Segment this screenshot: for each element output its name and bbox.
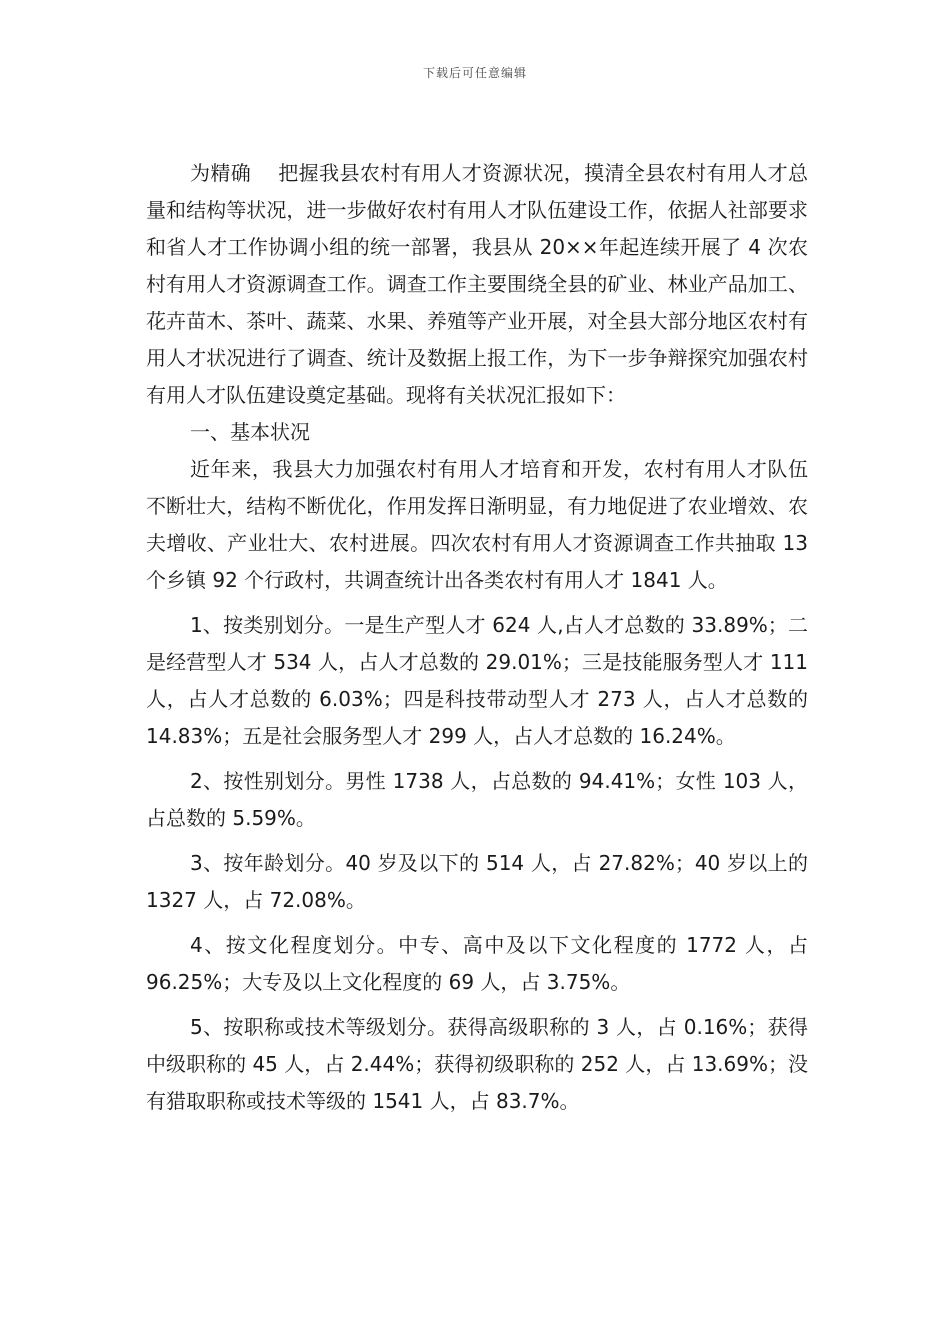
item-by-title: 5、按职称或技术等级划分。获得高级职称的 3 人，占 0.16%；获得中级职称的 45 人，占 2.44%；获得初级职称的 252 人，占 13.69%；没有猎取职称或技术等级的 1541 人，占 83.7%。 <box>146 1015 808 1113</box>
section-heading: 一、基本状况 <box>190 420 310 444</box>
intro-paragraph: 为精确 把握我县农村有用人才资源状况，摸清全县农村有用人才总量和结构等状况，进一步做好农村有用人才队伍建设工作，依据人社部要求和省人才工作协调小组的统一部署，我县从 20××年起连续开展了 4 次农村有用人才资源调查工作。调查工作主要围绕全县的矿业、林业产品加工、花卉苗木、茶叶、蔬菜、水果、养殖等产业开展，对全县大部分地区农村有用人才状况进行了调查、统计及数据上报工作，为下一步争辩探究加强农村有用人才队伍建设奠定基础。现将有关状况汇报如下： <box>146 161 808 407</box>
item-by-education: 4、按文化程度划分。中专、高中及以下文化程度的 1772 人，占 96.25%；大专及以上文化程度的 69 人，占 3.75%。 <box>146 933 808 994</box>
item-by-age: 3、按年龄划分。40 岁及以下的 514 人，占 27.82%；40 岁以上的 1327 人，占 72.08%。 <box>146 851 808 912</box>
page-header: 下载后可任意编辑 <box>422 66 527 80</box>
document-body <box>146 155 808 1120</box>
overview-paragraph: 近年来，我县大力加强农村有用人才培育和开发，农村有用人才队伍不断壮大，结构不断优化，作用发挥日渐明显，有力地促进了农业增效、农夫增收、产业壮大、农村进展。四次农村有用人才资源调查工作共抽取 13 个乡镇 92 个行政村，共调查统计出各类农村有用人才 1841 人。 <box>146 457 808 592</box>
item-by-category: 1、按类别划分。一是生产型人才 624 人,占人才总数的 33.89%；二是经营型人才 534 人，占人才总数的 29.01%；三是技能服务型人才 111 人，占人才总数的 6.03%；四是科技带动型人才 273 人，占人才总数的 14.83%；五是社会服务型人才 299 人，占人才总数的 16.24%。 <box>146 613 808 748</box>
item-by-gender: 2、按性别划分。男性 1738 人，占总数的 94.41%；女性 103 人，占总数的 5.59%。 <box>146 769 808 830</box>
